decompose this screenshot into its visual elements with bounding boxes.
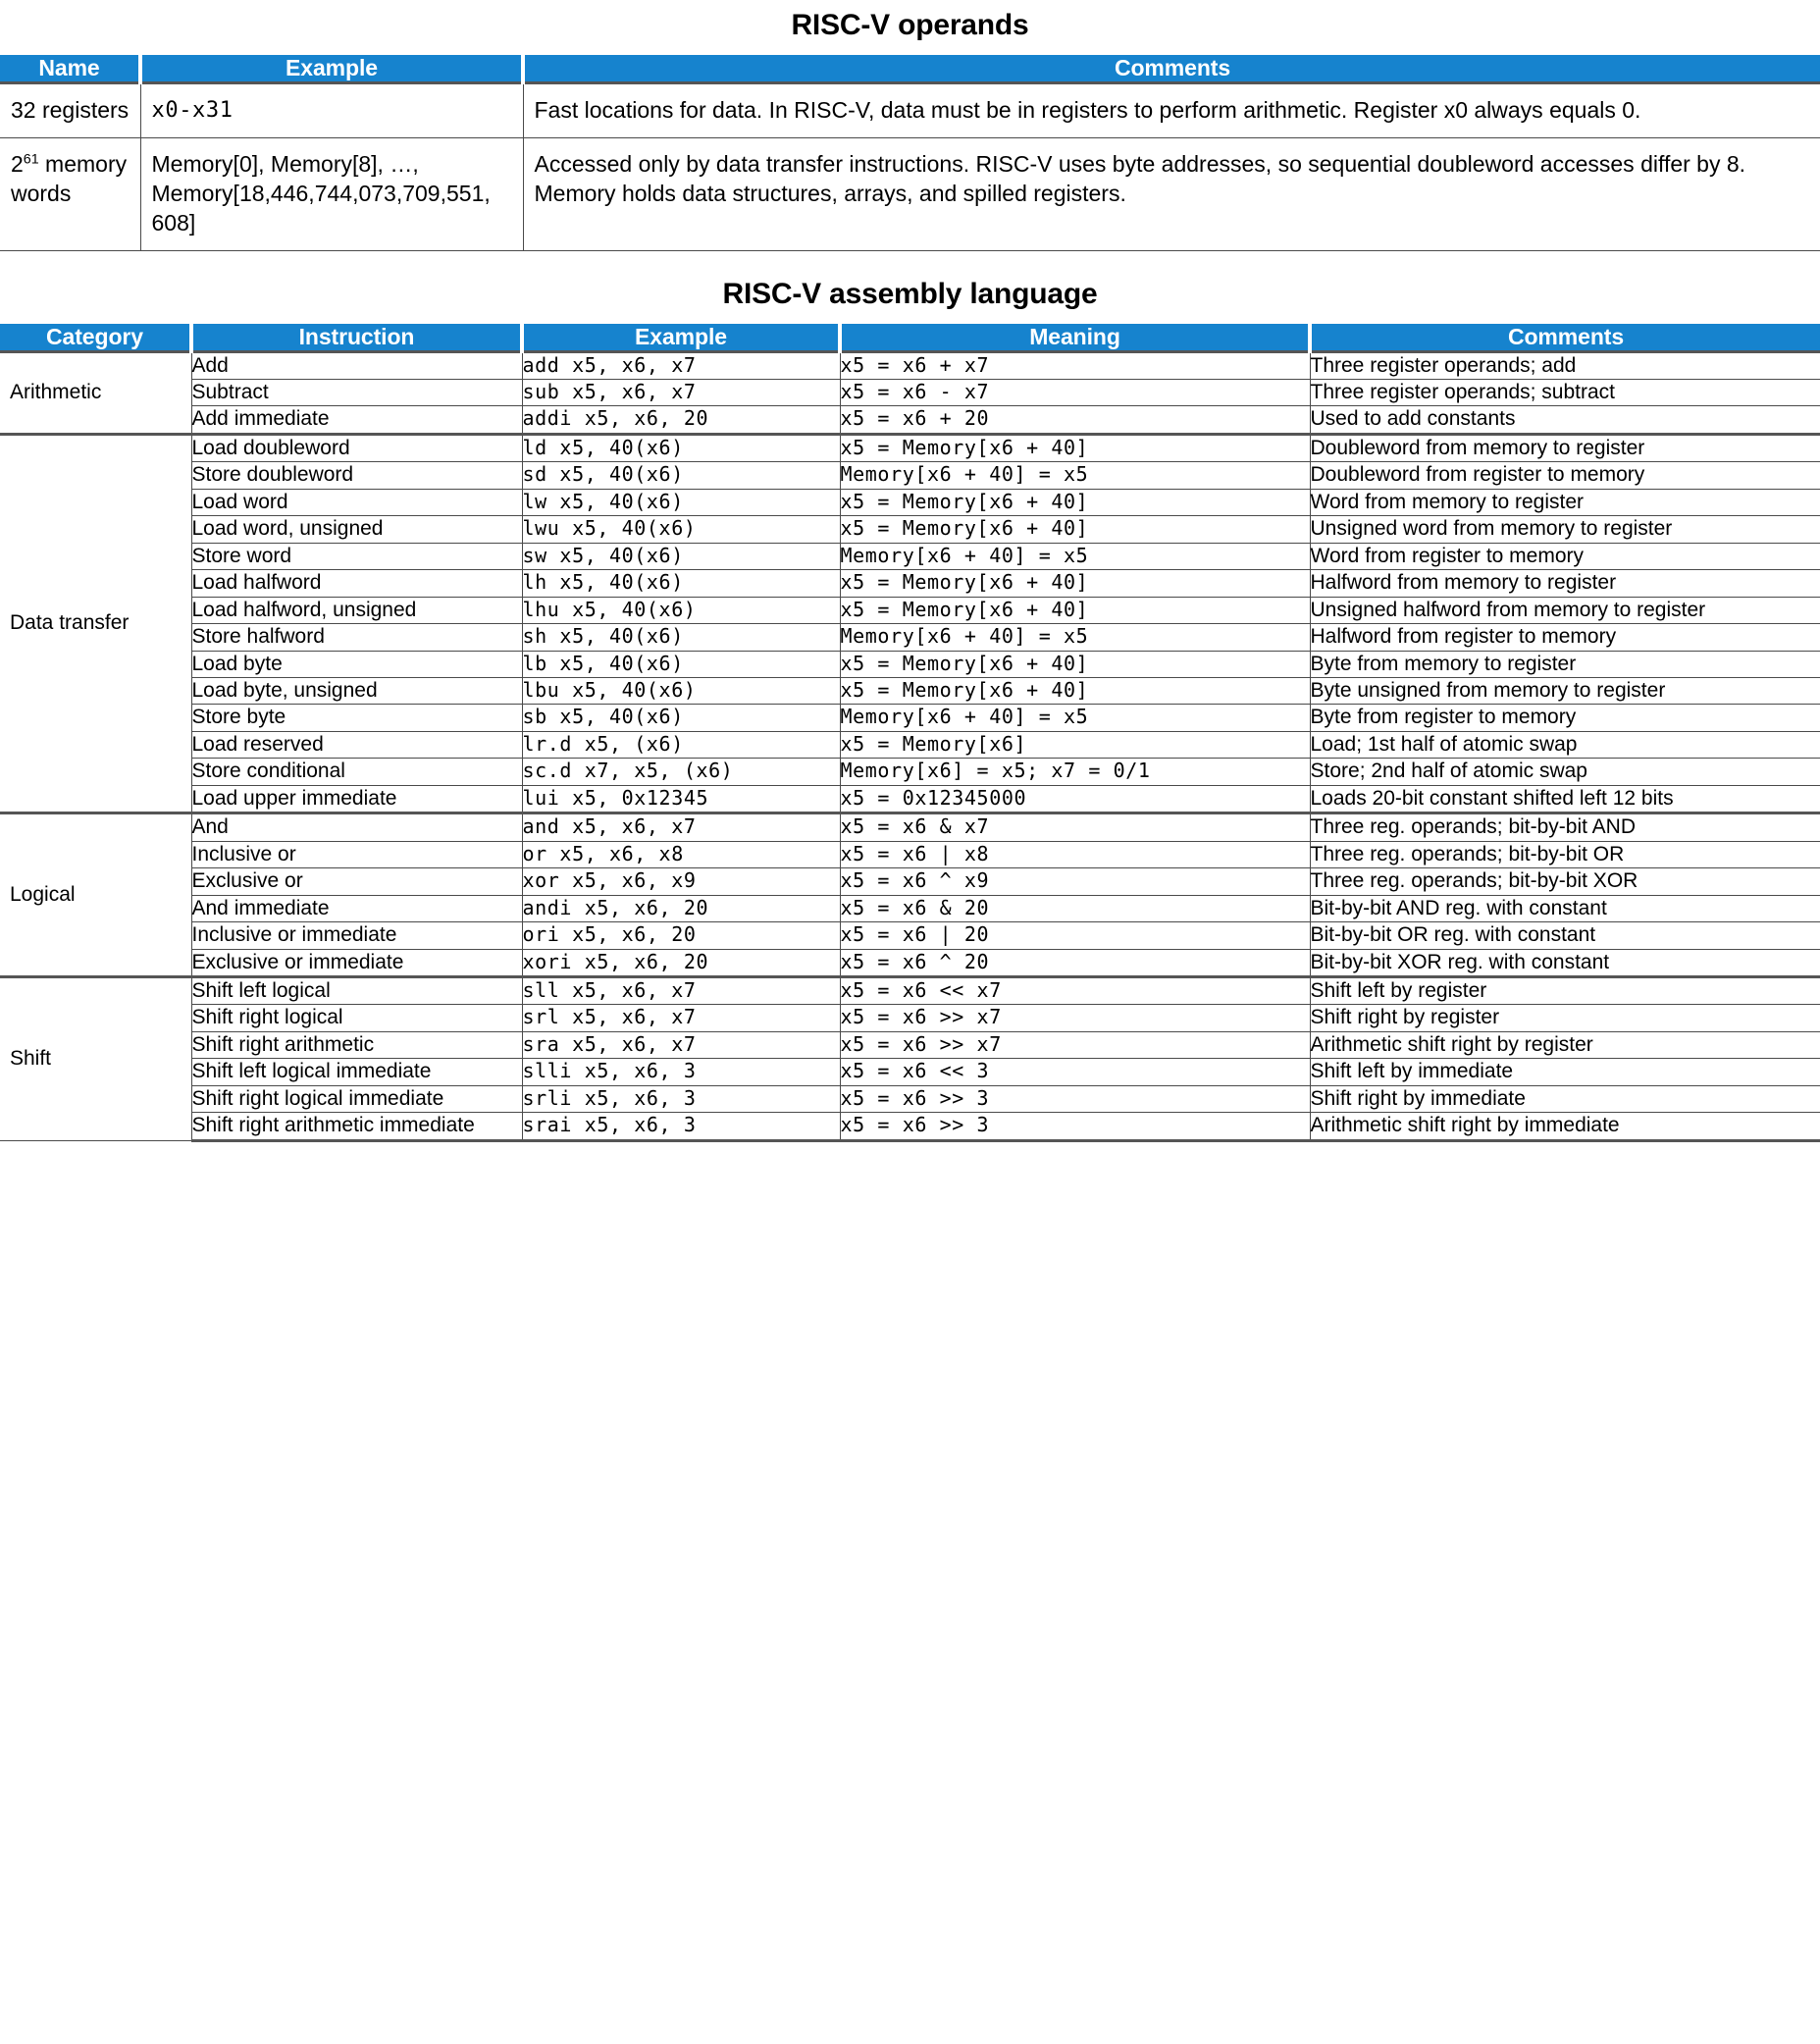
example-cell: ld x5, 40(x6): [522, 434, 840, 461]
table-row: [0, 83, 1820, 138]
example-cell: sh x5, 40(x6): [522, 624, 840, 651]
table-row: [0, 868, 1820, 895]
instruction-cell: Load reserved: [191, 731, 522, 758]
assembly-header-row: [0, 324, 1820, 352]
example-cell: addi x5, x6, 20: [522, 406, 840, 434]
instruction-cell: Add immediate: [191, 406, 522, 434]
meaning-cell: x5 = x6 ^ x9: [840, 868, 1310, 895]
comments-cell: Arithmetic shift right by register: [1310, 1031, 1820, 1058]
meaning-cell: x5 = Memory[x6]: [840, 731, 1310, 758]
comments-cell: Load; 1st half of atomic swap: [1310, 731, 1820, 758]
table-row: [0, 1005, 1820, 1031]
meaning-cell: Memory[x6] = x5; x7 = 0/1: [840, 759, 1310, 785]
meaning-cell: Memory[x6 + 40] = x5: [840, 705, 1310, 731]
example-cell: lwu x5, 40(x6): [522, 516, 840, 543]
operands-header-row: [0, 55, 1820, 83]
example-cell: lui x5, 0x12345: [522, 785, 840, 812]
instruction-cell: Store halfword: [191, 624, 522, 651]
instruction-cell: Shift left logical immediate: [191, 1059, 522, 1085]
table-row: [0, 1031, 1820, 1058]
instruction-cell: Inclusive or: [191, 841, 522, 867]
instruction-cell: Load word: [191, 489, 522, 515]
comments-cell: Used to add constants: [1310, 406, 1820, 434]
operands-table: [0, 55, 1820, 251]
example-cell: lbu x5, 40(x6): [522, 678, 840, 705]
meaning-cell: x5 = Memory[x6 + 40]: [840, 516, 1310, 543]
table-row: [0, 731, 1820, 758]
example-cell: xor x5, x6, x9: [522, 868, 840, 895]
instruction-cell: Shift left logical: [191, 976, 522, 1004]
meaning-cell: x5 = Memory[x6 + 40]: [840, 570, 1310, 597]
comments-cell: Store; 2nd half of atomic swap: [1310, 759, 1820, 785]
example-cell: lb x5, 40(x6): [522, 651, 840, 677]
table-row: [0, 351, 1820, 379]
category-cell: Shift: [0, 976, 191, 1140]
category-cell: Logical: [0, 813, 191, 977]
comments-cell: Word from memory to register: [1310, 489, 1820, 515]
table-row: [0, 570, 1820, 597]
instruction-cell: Load halfword: [191, 570, 522, 597]
meaning-cell: x5 = x6 + 20: [840, 406, 1310, 434]
example-cell: sc.d x7, x5, (x6): [522, 759, 840, 785]
instruction-cell: Load word, unsigned: [191, 516, 522, 543]
instruction-cell: Load byte, unsigned: [191, 678, 522, 705]
example-cell: sll x5, x6, x7: [522, 976, 840, 1004]
comments-cell: Halfword from register to memory: [1310, 624, 1820, 651]
example-cell: srl x5, x6, x7: [522, 1005, 840, 1031]
comments-cell: Shift left by register: [1310, 976, 1820, 1004]
instruction-cell: Add: [191, 351, 522, 379]
example-cell: sub x5, x6, x7: [522, 380, 840, 406]
operand-name-suffix: memory words: [11, 150, 128, 206]
table-row: [0, 406, 1820, 434]
meaning-cell: x5 = x6 >> 3: [840, 1113, 1310, 1140]
instruction-cell: And: [191, 813, 522, 841]
example-cell: lw x5, 40(x6): [522, 489, 840, 515]
assembly-table: [0, 324, 1820, 1142]
comments-cell: Shift left by immediate: [1310, 1059, 1820, 1085]
meaning-cell: x5 = x6 >> x7: [840, 1031, 1310, 1058]
operand-name-base: 2: [11, 150, 24, 177]
example-cell: lhu x5, 40(x6): [522, 597, 840, 623]
operand-name-exponent: 61: [23, 151, 39, 168]
meaning-cell: x5 = x6 >> x7: [840, 1005, 1310, 1031]
instruction-cell: Store word: [191, 543, 522, 569]
table-row: [0, 1085, 1820, 1112]
meaning-cell: x5 = x6 | 20: [840, 922, 1310, 949]
meaning-cell: x5 = x6 << x7: [840, 976, 1310, 1004]
meaning-cell: x5 = Memory[x6 + 40]: [840, 651, 1310, 677]
instruction-cell: Store conditional: [191, 759, 522, 785]
table-row: [0, 380, 1820, 406]
comments-cell: Byte unsigned from memory to register: [1310, 678, 1820, 705]
table-row: [0, 516, 1820, 543]
table-row: [0, 678, 1820, 705]
meaning-cell: x5 = Memory[x6 + 40]: [840, 434, 1310, 461]
example-cell: sw x5, 40(x6): [522, 543, 840, 569]
operand-comments: Fast locations for data. In RISC-V, data must be in registers to perform arithmetic. Register x0 always equals 0.: [523, 83, 1820, 138]
meaning-cell: x5 = 0x12345000: [840, 785, 1310, 812]
instruction-cell: Load doubleword: [191, 434, 522, 461]
meaning-cell: x5 = x6 & 20: [840, 895, 1310, 921]
comments-cell: Doubleword from register to memory: [1310, 462, 1820, 489]
comments-cell: Bit-by-bit OR reg. with constant: [1310, 922, 1820, 949]
table-row: [0, 624, 1820, 651]
table-row: [0, 705, 1820, 731]
operand-name: [0, 137, 140, 250]
comments-cell: Arithmetic shift right by immediate: [1310, 1113, 1820, 1140]
table-row: [0, 785, 1820, 812]
table-row: [0, 813, 1820, 841]
column-header-category: Category: [0, 324, 191, 352]
operand-comments: Accessed only by data transfer instructions. RISC-V uses byte addresses, so sequential doubleword accesses differ by 8. Memory holds data structures, arrays, and spilled registers.: [523, 137, 1820, 250]
meaning-cell: x5 = x6 - x7: [840, 380, 1310, 406]
column-header-comments: Comments: [523, 55, 1820, 83]
category-cell: Arithmetic: [0, 351, 191, 434]
table-row: [0, 976, 1820, 1004]
example-cell: andi x5, x6, 20: [522, 895, 840, 921]
comments-cell: Three reg. operands; bit-by-bit OR: [1310, 841, 1820, 867]
meaning-cell: x5 = Memory[x6 + 40]: [840, 597, 1310, 623]
comments-cell: Bit-by-bit XOR reg. with constant: [1310, 949, 1820, 976]
column-header-example: Example: [522, 324, 840, 352]
column-header-name: Name: [0, 55, 140, 83]
example-cell: ori x5, x6, 20: [522, 922, 840, 949]
meaning-cell: x5 = x6 << 3: [840, 1059, 1310, 1085]
table-row: [0, 651, 1820, 677]
table-row: [0, 895, 1820, 921]
column-header-example: Example: [140, 55, 523, 83]
example-cell: srai x5, x6, 3: [522, 1113, 840, 1140]
example-cell: lr.d x5, (x6): [522, 731, 840, 758]
column-header-comments: Comments: [1310, 324, 1820, 352]
comments-cell: Shift right by immediate: [1310, 1085, 1820, 1112]
instruction-cell: Shift right arithmetic: [191, 1031, 522, 1058]
meaning-cell: Memory[x6 + 40] = x5: [840, 462, 1310, 489]
category-cell: Data transfer: [0, 434, 191, 812]
instruction-cell: Shift right logical: [191, 1005, 522, 1031]
assembly-table-title: RISC-V assembly language: [722, 277, 1098, 310]
operand-example: x0-x31: [140, 83, 523, 138]
comments-cell: Three reg. operands; bit-by-bit AND: [1310, 813, 1820, 841]
operand-example: Memory[0], Memory[8], …, Memory[18,446,744,073,709,551, 608]: [140, 137, 523, 250]
column-header-instruction: Instruction: [191, 324, 522, 352]
table-row: [0, 1113, 1820, 1140]
comments-cell: Doubleword from memory to register: [1310, 434, 1820, 461]
instruction-cell: Load byte: [191, 651, 522, 677]
example-cell: add x5, x6, x7: [522, 351, 840, 379]
table-row: [0, 137, 1820, 250]
meaning-cell: Memory[x6 + 40] = x5: [840, 624, 1310, 651]
comments-cell: Bit-by-bit AND reg. with constant: [1310, 895, 1820, 921]
table-row: [0, 922, 1820, 949]
comments-cell: Loads 20-bit constant shifted left 12 bits: [1310, 785, 1820, 812]
instruction-cell: Store doubleword: [191, 462, 522, 489]
table-row: [0, 543, 1820, 569]
comments-cell: Shift right by register: [1310, 1005, 1820, 1031]
example-cell: xori x5, x6, 20: [522, 949, 840, 976]
table-row: [0, 759, 1820, 785]
meaning-cell: x5 = x6 & x7: [840, 813, 1310, 841]
comments-cell: Three reg. operands; bit-by-bit XOR: [1310, 868, 1820, 895]
instruction-cell: Load upper immediate: [191, 785, 522, 812]
example-cell: sd x5, 40(x6): [522, 462, 840, 489]
example-cell: or x5, x6, x8: [522, 841, 840, 867]
comments-cell: Word from register to memory: [1310, 543, 1820, 569]
comments-cell: Halfword from memory to register: [1310, 570, 1820, 597]
comments-cell: Three register operands; subtract: [1310, 380, 1820, 406]
table-row: [0, 949, 1820, 976]
instruction-cell: Shift right logical immediate: [191, 1085, 522, 1112]
instruction-cell: Load halfword, unsigned: [191, 597, 522, 623]
table-row: [0, 489, 1820, 515]
instruction-cell: Shift right arithmetic immediate: [191, 1113, 522, 1140]
operands-table-title: RISC-V operands: [791, 9, 1029, 41]
table-row: [0, 1059, 1820, 1085]
column-header-meaning: Meaning: [840, 324, 1310, 352]
instruction-cell: Subtract: [191, 380, 522, 406]
example-cell: slli x5, x6, 3: [522, 1059, 840, 1085]
meaning-cell: x5 = x6 + x7: [840, 351, 1310, 379]
meaning-cell: x5 = Memory[x6 + 40]: [840, 678, 1310, 705]
instruction-cell: And immediate: [191, 895, 522, 921]
example-cell: sra x5, x6, x7: [522, 1031, 840, 1058]
instruction-cell: Exclusive or immediate: [191, 949, 522, 976]
example-cell: srli x5, x6, 3: [522, 1085, 840, 1112]
comments-cell: Unsigned word from memory to register: [1310, 516, 1820, 543]
meaning-cell: x5 = x6 ^ 20: [840, 949, 1310, 976]
meaning-cell: Memory[x6 + 40] = x5: [840, 543, 1310, 569]
comments-cell: Byte from memory to register: [1310, 651, 1820, 677]
comments-cell: Unsigned halfword from memory to register: [1310, 597, 1820, 623]
example-cell: sb x5, 40(x6): [522, 705, 840, 731]
instruction-cell: Inclusive or immediate: [191, 922, 522, 949]
example-cell: lh x5, 40(x6): [522, 570, 840, 597]
meaning-cell: x5 = Memory[x6 + 40]: [840, 489, 1310, 515]
instruction-cell: Store byte: [191, 705, 522, 731]
table-row: [0, 462, 1820, 489]
meaning-cell: x5 = x6 | x8: [840, 841, 1310, 867]
operand-name: 32 registers: [0, 83, 140, 138]
table-row: [0, 434, 1820, 461]
table-row: [0, 841, 1820, 867]
meaning-cell: x5 = x6 >> 3: [840, 1085, 1310, 1112]
comments-cell: Three register operands; add: [1310, 351, 1820, 379]
comments-cell: Byte from register to memory: [1310, 705, 1820, 731]
example-cell: and x5, x6, x7: [522, 813, 840, 841]
table-row: [0, 597, 1820, 623]
instruction-cell: Exclusive or: [191, 868, 522, 895]
